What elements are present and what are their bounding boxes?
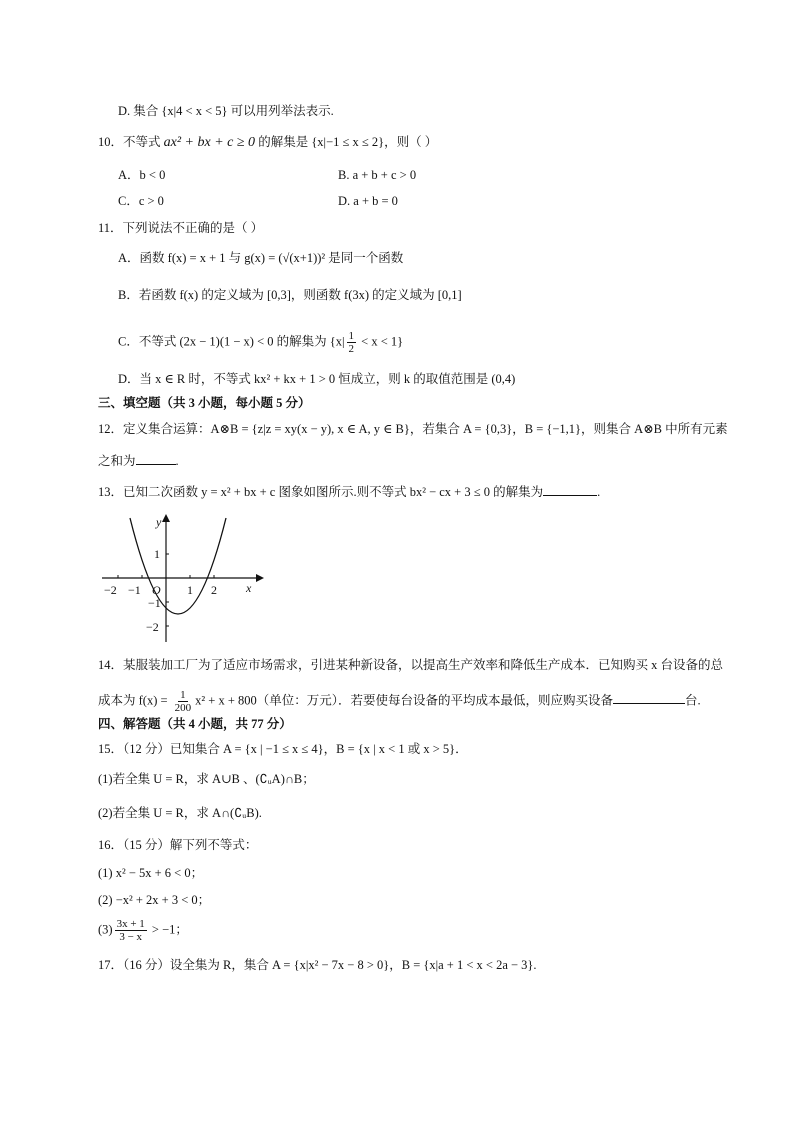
q14-line-2-middle: x² + x + 800（单位：万元）．若要使每台设备的平均成本最低，则应购买设备 bbox=[195, 693, 614, 708]
q11-option-c-tail: < x < 1} bbox=[358, 334, 404, 349]
q10-stem-expression: ax² + bx + c ≥ 0 bbox=[163, 135, 256, 150]
q17-stem: 17．（16 分）设全集为 R，集合 A = {x|x² − 7x − 8 > 0}，B = {x|a + 1 < x < 2a − 3}. bbox=[98, 958, 537, 972]
q16-part-1: (1) x² − 5x + 6 < 0； bbox=[98, 866, 204, 880]
q10-stem-lead: 10．不等式 bbox=[98, 135, 164, 149]
q13-stem bbox=[98, 483, 600, 501]
q12-line-2-lead: 之和为 bbox=[98, 454, 136, 468]
q11-option-c bbox=[118, 330, 403, 355]
q11-option-c-lead: C．不等式 (2x − 1)(1 − x) < 0 的解集为 {x| bbox=[118, 334, 345, 349]
q16-part-3-lead: (3) bbox=[98, 922, 113, 937]
q11-option-c-fraction-numerator: 1 bbox=[348, 330, 355, 342]
x-tick-label-2: 2 bbox=[211, 583, 217, 597]
x-axis-label: x bbox=[246, 581, 252, 595]
q14-line-2-lead: 成本为 f(x) = bbox=[98, 693, 171, 708]
x-tick-label-neg2: −2 bbox=[104, 583, 117, 597]
q10-stem-tail: 的解集是 {x|−1 ≤ x ≤ 2}，则（ ） bbox=[255, 135, 438, 149]
q16-part-3-denominator: 3 − x bbox=[119, 931, 143, 943]
q10-option-d: D. a + b = 0 bbox=[338, 194, 398, 208]
section-3-heading: 三、填空题（共 3 小题，每小题 5 分） bbox=[98, 396, 311, 410]
q16-part-3 bbox=[98, 918, 188, 943]
q16-part-3-tail: > −1； bbox=[148, 922, 188, 937]
x-tick-label-1: 1 bbox=[187, 583, 193, 597]
q16-part-3-numerator: 3x + 1 bbox=[116, 918, 145, 930]
y-tick-label-neg2: −2 bbox=[146, 620, 159, 634]
q15-part-2: (2)若全集 U = R，求 A∩(∁ᵤB). bbox=[98, 806, 262, 820]
q12-answer-blank bbox=[136, 452, 176, 465]
q13-stem-tail: . bbox=[597, 485, 601, 499]
parabola-curve bbox=[130, 518, 226, 614]
q15-part-1: (1)若全集 U = R，求 A∪B 、(∁ᵤA)∩B； bbox=[98, 772, 315, 786]
q12-line-2 bbox=[98, 452, 179, 470]
x-axis-arrow-icon bbox=[256, 574, 264, 582]
q10-stem bbox=[98, 133, 437, 152]
q11-option-b: B．若函数 f(x) 的定义域为 [0,3]，则函数 f(3x) 的定义域为 [0,1] bbox=[118, 288, 462, 302]
q14-line-1: 14．某服装加工厂为了适应市场需求，引进某种新设备，以提高生产效率和降低生产成本．已知购买 x 台设备的总 bbox=[98, 658, 724, 672]
q16-part-3-fraction bbox=[115, 918, 147, 943]
q9-option-d: D. 集合 {x|4 < x < 5} 可以用列举法表示. bbox=[118, 104, 334, 118]
x-tick-label-neg1: −1 bbox=[128, 583, 141, 597]
q14-fraction-denominator: 200 bbox=[174, 702, 192, 714]
q11-option-a: A．函数 f(x) = x + 1 与 g(x) = (√(x+1))² 是同一个函数 bbox=[118, 251, 404, 265]
q10-option-c: C．c > 0 bbox=[118, 194, 164, 208]
y-axis-arrow-icon bbox=[162, 514, 170, 522]
q14-answer-blank bbox=[613, 691, 685, 704]
q16-stem: 16．（15 分）解下列不等式： bbox=[98, 838, 258, 852]
q14-fraction bbox=[173, 689, 194, 714]
q14-line-2-tail: 台. bbox=[685, 693, 701, 708]
q11-stem: 11．下列说法不正确的是（ ） bbox=[98, 221, 264, 235]
q15-stem: 15．（12 分）已知集合 A = {x | −1 ≤ x ≤ 4}，B = {x | x < 1 或 x > 5}． bbox=[98, 742, 468, 756]
q13-stem-lead: 13．已知二次函数 y = x² + bx + c 图象如图所示.则不等式 bx² − cx + 3 ≤ 0 的解集为 bbox=[98, 485, 544, 499]
q16-part-2: (2) −x² + 2x + 3 < 0； bbox=[98, 893, 211, 907]
q10-option-b: B. a + b + c > 0 bbox=[338, 168, 417, 182]
q10-option-a: A．b < 0 bbox=[118, 168, 166, 182]
q14-line-2 bbox=[98, 689, 701, 714]
q14-fraction-numerator: 1 bbox=[180, 689, 186, 701]
origin-label: O bbox=[152, 583, 161, 597]
q13-parabola-graph bbox=[98, 512, 268, 647]
y-axis-label: y bbox=[156, 515, 162, 529]
y-tick-label-1: 1 bbox=[154, 547, 160, 561]
q11-option-c-fraction-denominator: 2 bbox=[348, 343, 355, 355]
q13-answer-blank bbox=[543, 483, 597, 496]
q11-option-d: D．当 x ∈ R 时，不等式 kx² + kx + 1 > 0 恒成立，则 k 的取值范围是 (0,4) bbox=[118, 372, 516, 386]
q12-line-1: 12．定义集合运算：A⊗B = {z|z = xy(x − y), x ∈ A, y ∈ B}，若集合 A = {0,3}，B = {−1,1}，则集合 A⊗B 中所有元素 bbox=[98, 422, 728, 436]
q12-line-2-tail: . bbox=[175, 454, 179, 468]
q11-option-c-fraction bbox=[347, 330, 357, 355]
section-4-heading: 四、解答题（共 4 小题，共 77 分） bbox=[98, 717, 292, 731]
y-tick-label-neg1: −1 bbox=[148, 596, 161, 610]
